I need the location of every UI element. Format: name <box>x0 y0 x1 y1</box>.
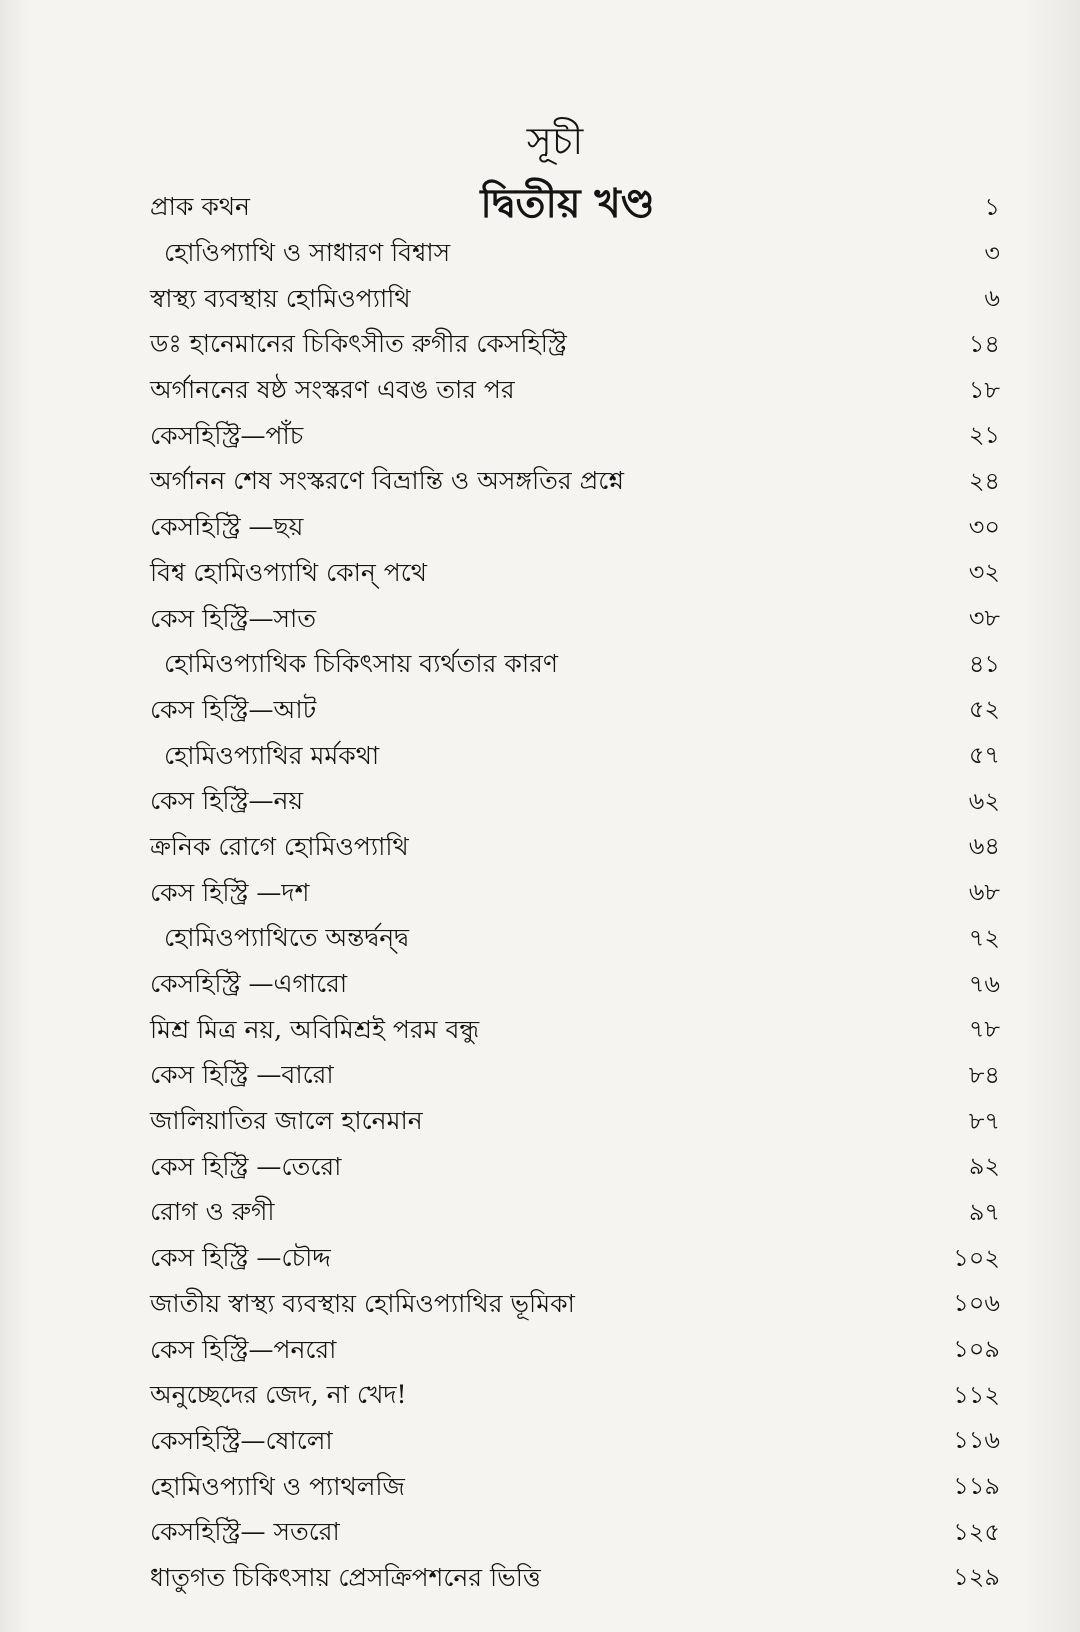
toc-entry-page-number: ৬৪ <box>968 832 1000 861</box>
toc-entry <box>150 1237 1000 1283</box>
toc-entry-title: জালিয়াতির জালে হানেমান <box>150 1106 423 1136</box>
toc-entry-page-number: ৫২ <box>968 695 1000 724</box>
toc-entry-page-number: ১০৬ <box>953 1289 1000 1318</box>
toc-entry <box>150 1465 1000 1511</box>
toc-entry <box>150 826 1000 872</box>
toc-entry-title: কেস হিস্ট্রি—আট <box>150 694 317 724</box>
toc-entry-page-number: ৯৭ <box>968 1197 1000 1226</box>
toc-entry <box>150 277 1000 323</box>
toc-entry <box>150 1511 1000 1557</box>
toc-entry-page-number: ১১৬ <box>953 1426 1000 1455</box>
section-heading: দ্বিতীয় খণ্ড <box>480 180 655 227</box>
toc-entry-page-number: ২৪ <box>968 466 1000 495</box>
toc-entry-title: কেস হিস্ট্রি—পনরো <box>150 1334 337 1364</box>
toc-entry-title: কেস হিস্ট্রি —বারো <box>150 1060 334 1090</box>
toc-entry-title: হোমিওপ্যাথিক চিকিৎসায় ব্যর্থতার কারণ <box>164 649 558 679</box>
toc-entry <box>150 1283 1000 1329</box>
page-title: সূচী <box>526 119 584 163</box>
toc-entry-page-number: ৭৮ <box>968 1015 1000 1044</box>
toc-entry-page-number: ৩৮ <box>968 604 1000 633</box>
toc-entry <box>150 506 1000 552</box>
toc-entry-title: কেস হিস্ট্রি —দশ <box>150 877 310 907</box>
toc-entry-title: ক্রনিক রোগে হোমিওপ্যাথি <box>150 831 409 861</box>
toc-entry-page-number: ৩০ <box>968 512 1000 541</box>
toc-entry <box>150 552 1000 598</box>
toc-entry <box>150 1374 1000 1420</box>
toc-entry <box>150 232 1000 278</box>
toc-entry <box>150 780 1000 826</box>
toc-entry-page-number: ১১৯ <box>953 1472 1000 1501</box>
toc-entry-page-number: ৩ <box>984 238 1000 267</box>
toc-entry <box>150 1054 1000 1100</box>
toc-entry-title: হোমিওপ্যাথিতে অন্তর্দ্বন্দ্ব <box>164 923 410 953</box>
toc-entry <box>150 963 1000 1009</box>
toc-entry-page-number: ১০৯ <box>953 1335 1000 1364</box>
table-of-contents <box>150 186 1000 1602</box>
toc-entry-title: বিশ্ব হোমিওপ্যাথি কোন্ পথে <box>150 557 427 587</box>
toc-entry-title: কেস হিস্ট্রি—সাত <box>150 603 317 633</box>
toc-entry <box>150 597 1000 643</box>
toc-entry-title: কেসহিস্ট্রি—পাঁচ <box>150 420 304 450</box>
toc-entry-title: অর্গানন শেষ সংস্করণে বিভ্রান্তি ও অসঙ্গতির প্রশ্নে <box>150 466 625 496</box>
toc-entry-page-number: ৭২ <box>968 923 1000 952</box>
toc-entry-title: হোমিওপ্যাথি ও প্যাথলজি <box>150 1471 405 1501</box>
toc-entry-title: অর্গাননের ষষ্ঠ সংস্করণ এবঙ তার পর <box>150 375 515 405</box>
toc-entry <box>150 689 1000 735</box>
toc-entry-page-number: ১২৫ <box>953 1517 1000 1546</box>
toc-entry-page-number: ১৪ <box>968 329 1000 358</box>
toc-entry-page-number: ৮৪ <box>968 1060 1000 1089</box>
toc-entry-page-number: ১৮ <box>968 375 1000 404</box>
toc-entry <box>150 1557 1000 1603</box>
toc-entry-title: কেসহিস্ট্রি— সতরো <box>150 1517 340 1547</box>
toc-entry-title: কেসহিস্ট্রি —এগারো <box>150 969 348 999</box>
toc-entry <box>150 460 1000 506</box>
toc-entry <box>150 1191 1000 1237</box>
toc-entry-page-number: ৬৮ <box>968 878 1000 907</box>
toc-entry <box>150 1145 1000 1191</box>
toc-entry <box>150 1328 1000 1374</box>
toc-entry-page-number: ৭৬ <box>968 969 1000 998</box>
toc-entry-page-number: ৬ <box>984 284 1000 313</box>
toc-entry-page-number: ১ <box>984 192 1000 221</box>
toc-entry-page-number: ৩২ <box>968 558 1000 587</box>
toc-entry <box>150 917 1000 963</box>
toc-entry <box>150 1420 1000 1466</box>
toc-entry-title: কেস হিস্ট্রি—নয় <box>150 786 304 816</box>
toc-entry-page-number: ৮৭ <box>968 1106 1000 1135</box>
toc-entry-title: অনুচ্ছেদের জেদ, না খেদ! <box>150 1380 407 1410</box>
toc-entry-title: কেসহিস্ট্রি —ছয় <box>150 512 304 542</box>
toc-entry-title: কেস হিস্ট্রি —চৌদ্দ <box>150 1243 331 1273</box>
toc-entry <box>150 871 1000 917</box>
toc-entry <box>150 1100 1000 1146</box>
toc-entry-title: জাতীয় স্বাস্থ্য ব্যবস্থায় হোমিওপ্যাথির ভূমিকা <box>150 1288 575 1318</box>
toc-entry-title: ধাতুগত চিকিৎসায় প্রেসক্রিপশনের ভিত্তি <box>150 1562 541 1592</box>
toc-entry-title: মিশ্র মিত্র নয়, অবিমিশ্রই পরম বন্ধু <box>150 1014 480 1044</box>
toc-entry <box>150 734 1000 780</box>
toc-entry <box>150 323 1000 369</box>
toc-entry-page-number: ৫৭ <box>968 741 1000 770</box>
toc-entry-page-number: ৯২ <box>968 1152 1000 1181</box>
toc-entry <box>150 369 1000 415</box>
toc-entry <box>150 643 1000 689</box>
toc-entry-title: প্রাক কথন <box>150 192 250 222</box>
toc-entry-title: হোওিপ্যাথি ও সাধারণ বিশ্বাস <box>164 238 451 268</box>
toc-entry-title: হোমিওপ্যাথির মর্মকথা <box>164 740 380 770</box>
toc-entry-title: ডঃ হানেমানের চিকিৎসীত রুগীর কেসহিস্ট্রি <box>150 329 567 359</box>
toc-entry-page-number: ৬২ <box>968 786 1000 815</box>
toc-entry-page-number: ১১২ <box>953 1380 1000 1409</box>
toc-entry <box>150 414 1000 460</box>
toc-entry-title: কেস হিস্ট্রি —তেরো <box>150 1151 342 1181</box>
toc-entry-page-number: ১২৯ <box>953 1563 1000 1592</box>
toc-entry-title: কেসহিস্ট্রি—ষোলো <box>150 1425 333 1455</box>
toc-entry-page-number: ৪১ <box>968 649 1000 678</box>
toc-entry-page-number: ১০২ <box>953 1243 1000 1272</box>
toc-entry <box>150 1008 1000 1054</box>
toc-entry-title: স্বাস্থ্য ব্যবস্থায় হোমিওপ্যাথি <box>150 283 411 313</box>
toc-entry-page-number: ২১ <box>968 421 1000 450</box>
toc-entry-title: রোগ ও রুগী <box>150 1197 275 1227</box>
toc-entry <box>150 186 1000 232</box>
